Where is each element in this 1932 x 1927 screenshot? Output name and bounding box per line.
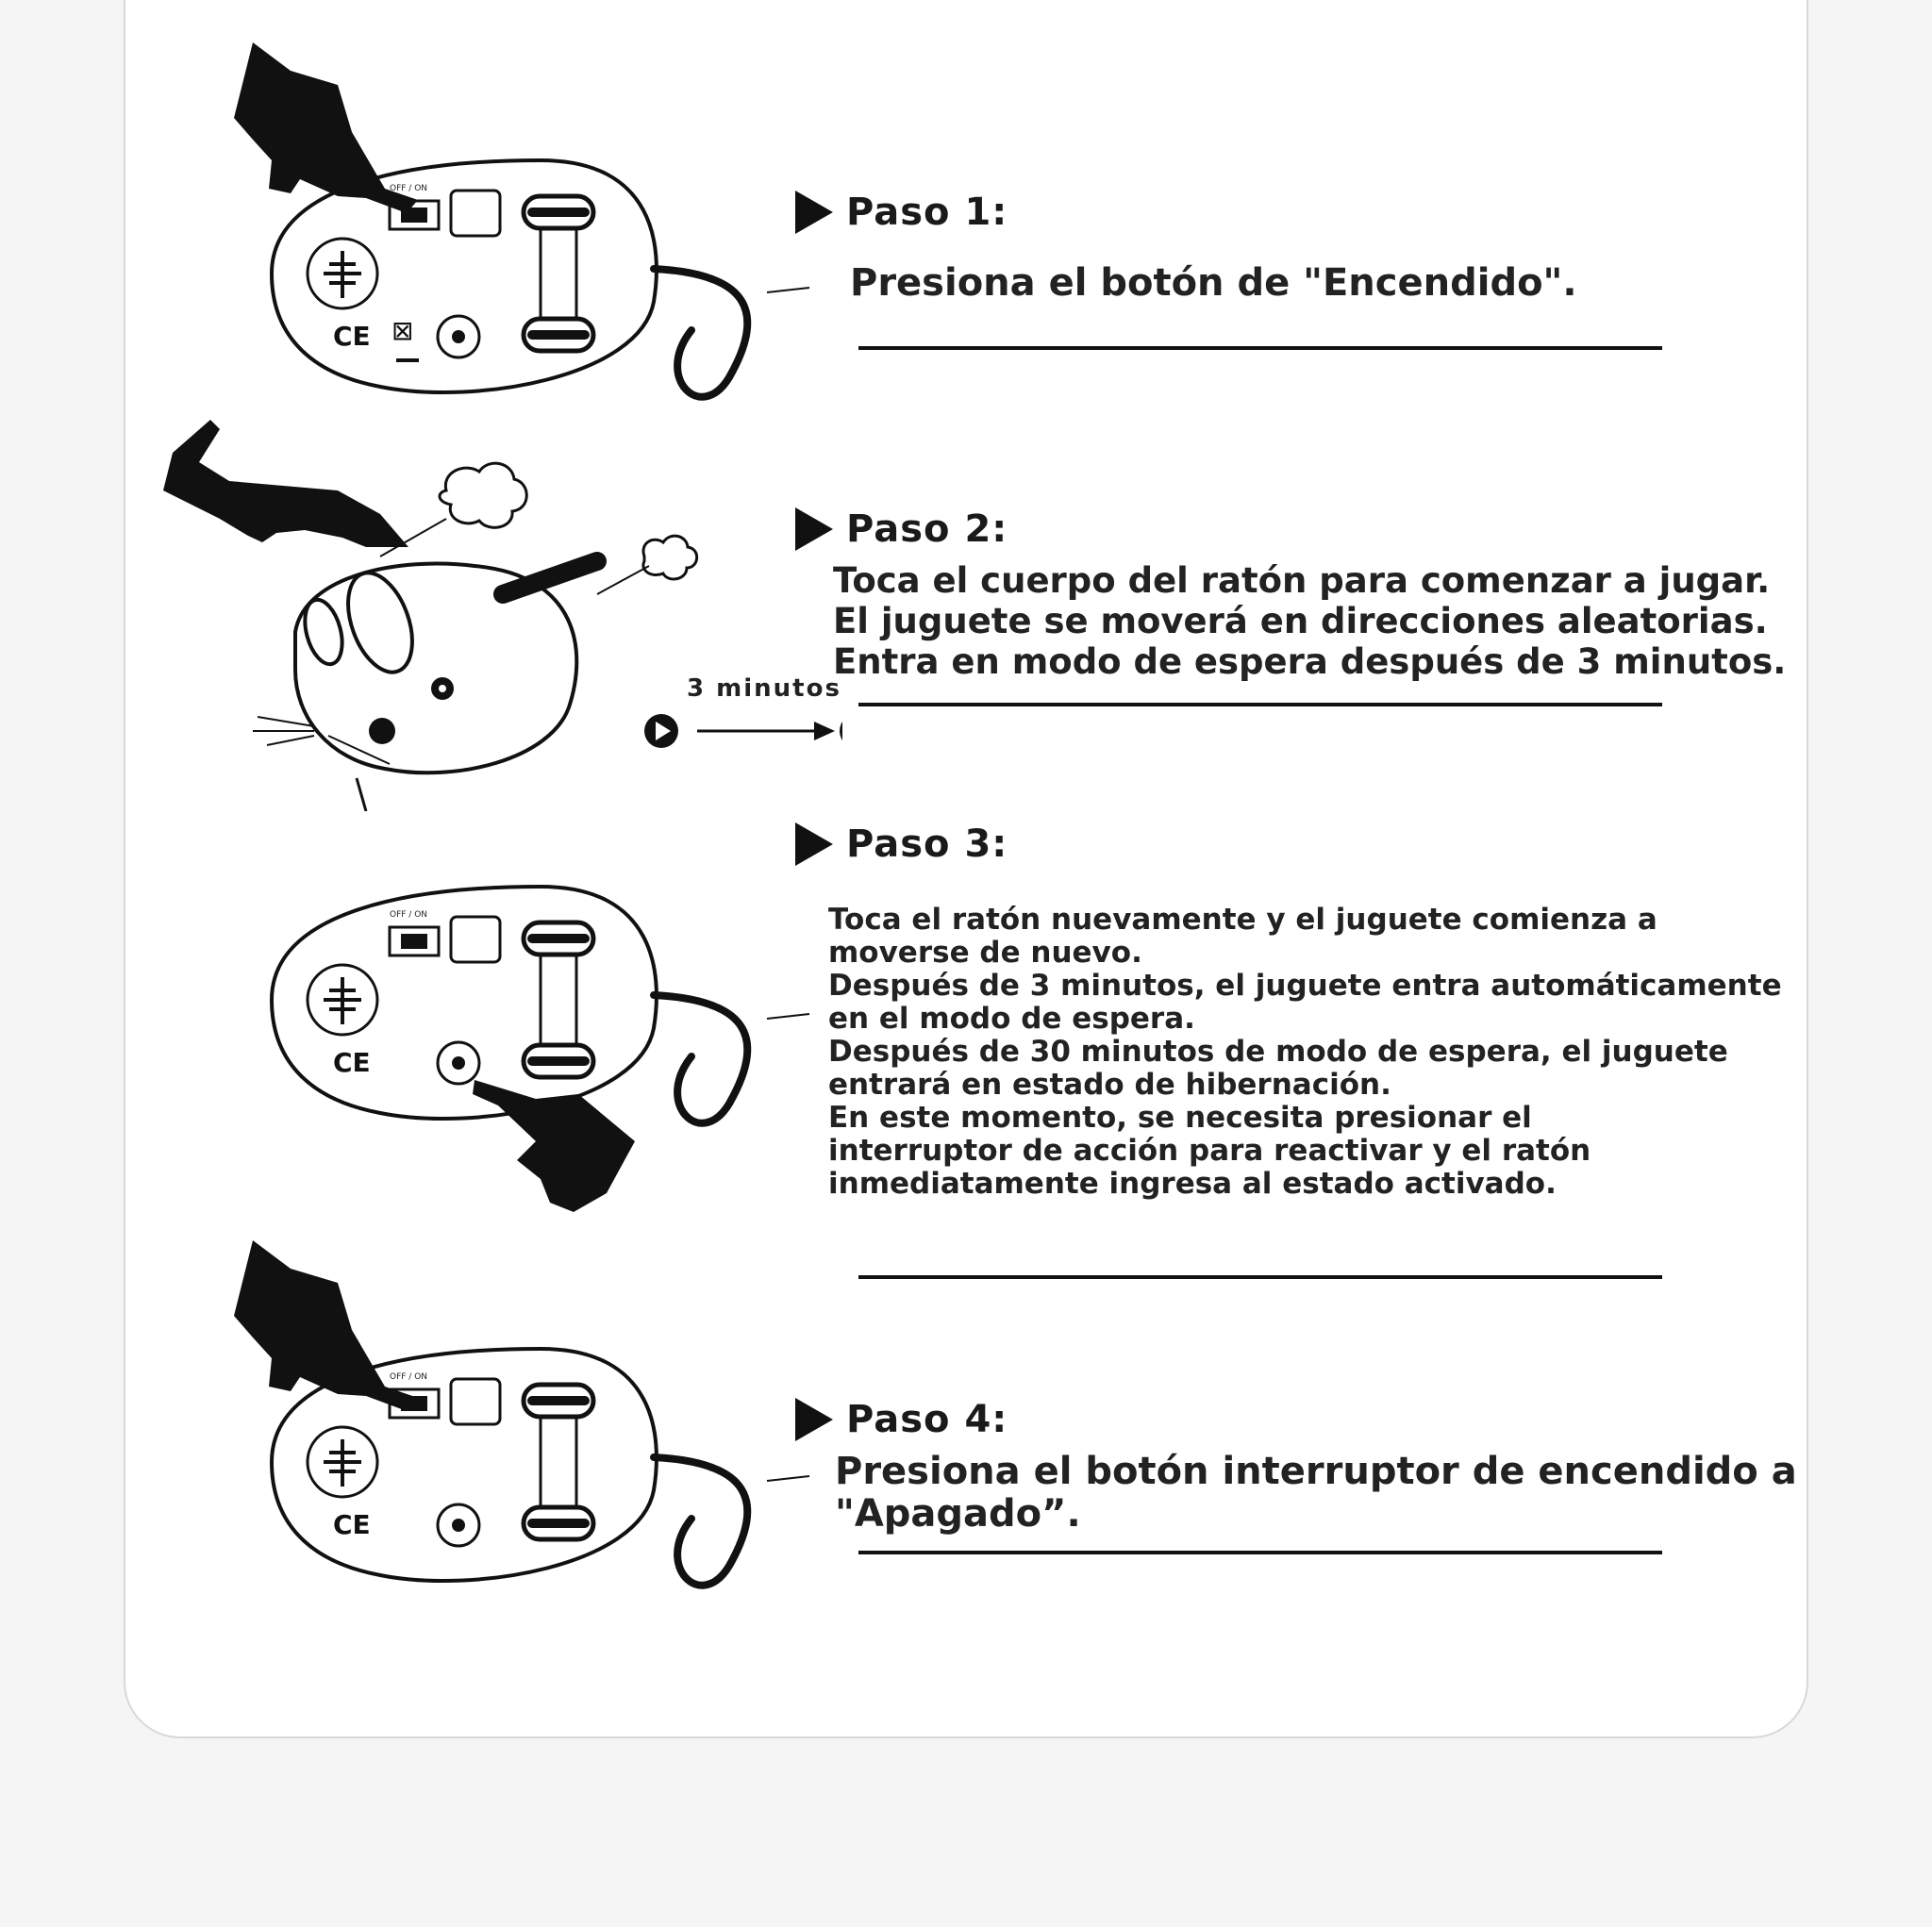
ce-mark: CE <box>333 321 371 352</box>
step-2 <box>795 507 1842 682</box>
step-1 <box>795 191 1842 306</box>
triangle-bullet-icon <box>795 822 833 866</box>
step-body: Presiona el botón interruptor de encendido a "Apagado”. <box>835 1450 1797 1536</box>
stop-icon <box>840 714 842 748</box>
divider-line <box>858 703 1662 706</box>
mouse-touch-play-illustration <box>163 406 842 811</box>
divider-line <box>858 1551 1662 1554</box>
pointing-hand-icon <box>473 1080 635 1212</box>
step-title: Paso 1: <box>846 191 1008 234</box>
step-title: Paso 3: <box>846 822 1008 866</box>
mouse-bottom-function-illustration <box>163 858 842 1264</box>
step-title: Paso 2: <box>846 507 1008 551</box>
step-body: Presiona el botón de "Encendido". <box>850 261 1577 305</box>
step-title: Paso 4: <box>846 1398 1008 1441</box>
triangle-bullet-icon <box>795 1398 833 1441</box>
mouse-bottom-power-off-illustration <box>163 1226 842 1603</box>
step-body: Toca el ratón nuevamente y el juguete comienza a moverse de nuevo. Después de 3 minutos, el juguete entra automáticamente en el modo de espera. Después de 30 minutos de modo de espera, el juguete entrará en estado de hibernación. En este momento, se necesita presionar el interruptor de acción para reactivar y el ratón inmediatamente ingresa al estado activado. <box>828 903 1782 1201</box>
triangle-bullet-icon <box>795 191 833 234</box>
ce-mark: CE <box>333 1509 371 1540</box>
mouse-body <box>253 561 597 811</box>
ce-mark: CE <box>333 1047 371 1078</box>
mouse-bottom-power-on-illustration <box>163 28 842 406</box>
switch-label: OFF / ON <box>390 1372 428 1382</box>
timer-label: 3 minutos <box>687 674 841 703</box>
step-body: Toca el cuerpo del ratón para comenzar a jugar. El juguete se moverá en direcciones aleatorias. Entra en modo de espera después de 3 minutos. <box>833 560 1787 682</box>
step-3 <box>795 822 1842 1201</box>
switch-label: OFF / ON <box>390 910 428 920</box>
recycle-bin-icon: ⊠ <box>391 315 414 346</box>
touching-hand-icon <box>163 420 408 547</box>
switch-label: OFF / ON <box>390 184 428 193</box>
mouse-underside <box>272 887 809 1123</box>
triangle-bullet-icon <box>795 507 833 551</box>
step-4 <box>795 1398 1842 1536</box>
divider-line <box>858 346 1662 350</box>
arrow-right-icon <box>814 722 835 740</box>
divider-line <box>858 1275 1662 1279</box>
